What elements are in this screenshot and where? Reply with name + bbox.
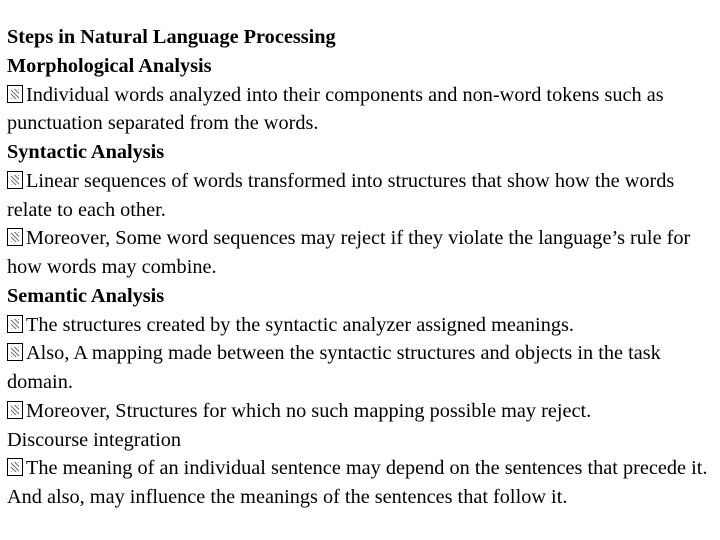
bullet-item (7, 81, 715, 139)
bullet-item (7, 339, 715, 397)
missing-glyph-icon (7, 315, 23, 333)
bullet-text: The structures created by the syntactic analyzer assigned meanings. (26, 313, 574, 336)
slide-content (7, 23, 715, 512)
bullet-text: Linear sequences of words transformed into structures that show how the words relate to each other. (7, 169, 675, 221)
bullet-text: Moreover, Structures for which no such mapping possible may reject. (26, 399, 592, 422)
bullet-text: Moreover, Some word sequences may reject if they violate the language’s rule for how words may combine. (7, 227, 691, 278)
missing-glyph-icon (7, 85, 23, 103)
bullet-item (7, 397, 715, 426)
section-heading-morphological: Morphological Analysis (7, 54, 212, 77)
section-heading-discourse: Discourse integration (7, 428, 182, 451)
bullet-item (7, 311, 715, 340)
page-title: Steps in Natural Language Processing (7, 26, 336, 48)
bullet-item (7, 454, 715, 512)
bullet-text: Individual words analyzed into their components and non-word tokens such as punctuation separated from the words. (7, 83, 664, 135)
missing-glyph-icon (7, 343, 23, 361)
bullet-text: The meaning of an individual sentence may depend on the sentences that precede it. And also, may influence the meanings of the sentences that follow it. (7, 457, 708, 508)
section-heading-syntactic: Syntactic Analysis (7, 141, 165, 163)
missing-glyph-icon (7, 228, 23, 246)
bullet-text: Also, A mapping made between the syntactic structures and objects in the task domain. (7, 342, 661, 393)
bullet-item (7, 224, 715, 282)
section-heading-semantic: Semantic Analysis (7, 284, 165, 307)
missing-glyph-icon (7, 458, 23, 476)
missing-glyph-icon (7, 401, 23, 419)
missing-glyph-icon (7, 171, 23, 189)
bullet-item (7, 167, 715, 225)
